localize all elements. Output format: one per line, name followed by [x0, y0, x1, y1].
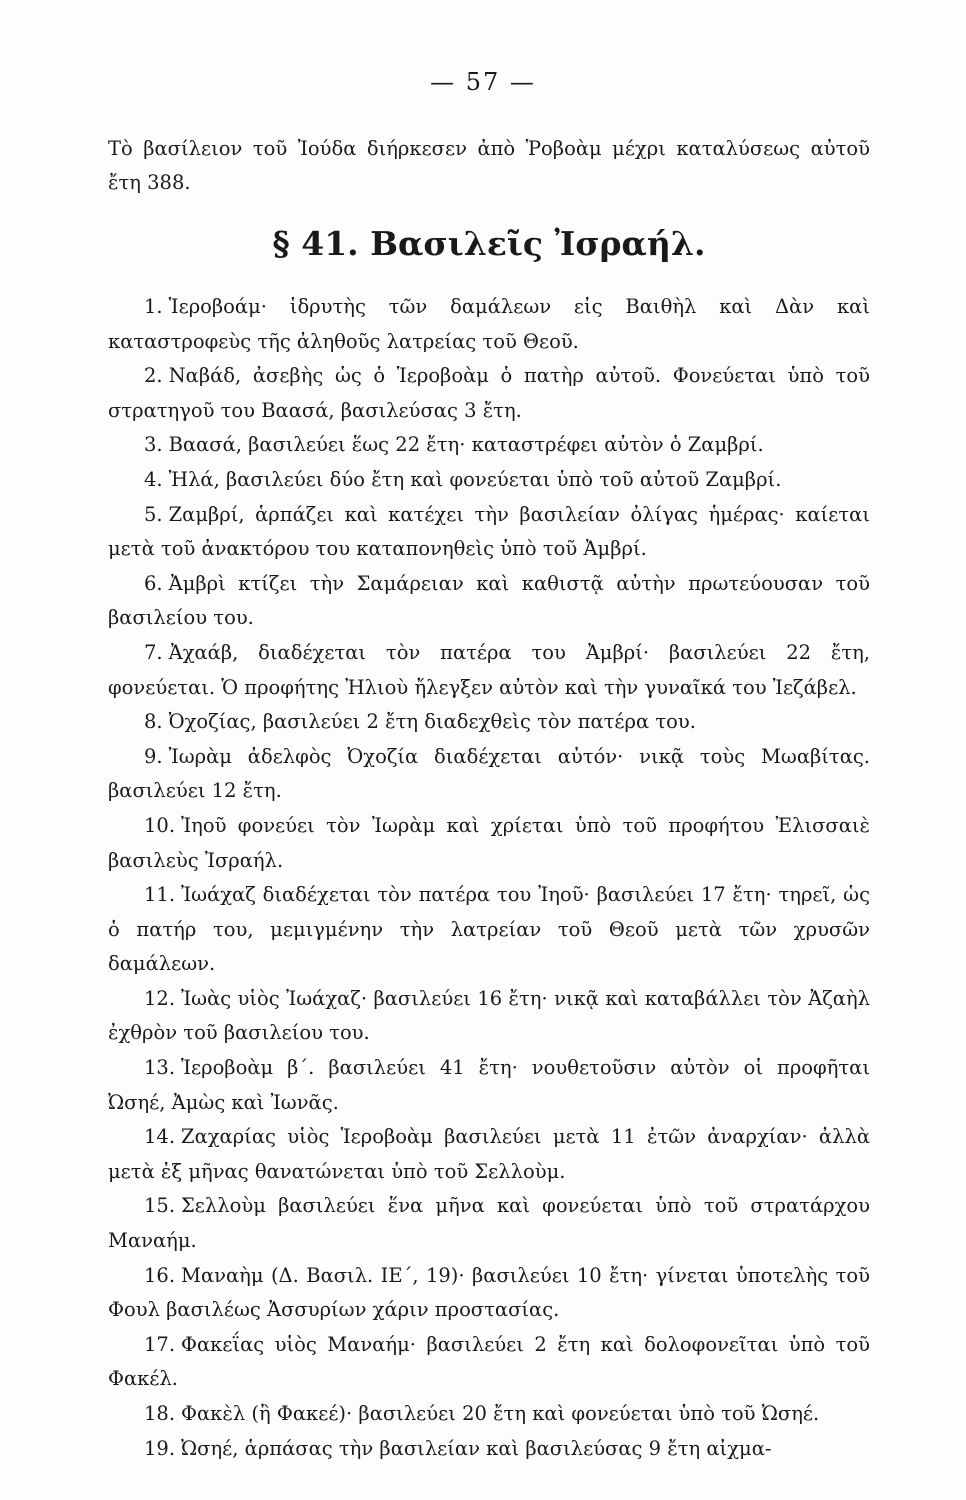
- entry-number: 3.: [144, 433, 163, 457]
- entry-text: Ἰωρὰμ ἀδελφὸς Ὀχοζία διαδέχεται αὐτόν· νικᾷ τοὺς Μωαβίτας. βασιλεύει 12 ἔτη.: [108, 744, 870, 803]
- list-item: [108, 1397, 870, 1432]
- list-item: [108, 809, 870, 878]
- entry-text: Ἱεροβοὰμ β΄. βασιλεύει 41 ἔτη· νουθετοῦσιν αὐτὸν οἱ προφῆται Ὠσηέ, Ἀμὼς καὶ Ἰωνᾶς.: [108, 1056, 870, 1114]
- section-heading: § 41. Βασιλεῖς Ἰσραήλ.: [272, 224, 706, 263]
- entry-text: Ζαχαρίας υἱὸς Ἱεροβοὰμ βασιλεύει μετὰ 11 ἐτῶν ἀναρχίαν· ἀλλὰ μετὰ ἐξ μῆνας θανατώνεται ὑπὸ τοῦ Σελλοὺμ.: [108, 1125, 870, 1183]
- entry-number: 9.: [144, 744, 163, 768]
- entry-number: 12.: [144, 986, 176, 1010]
- entry-text: Ἱεροβοάμ· ἱδρυτὴς τῶν δαμάλεων εἰς Βαιθὴλ καὶ Δὰν καὶ καταστροφεὺς τῆς ἀληθοῦς λατρείας τοῦ Θεοῦ.: [108, 295, 870, 353]
- list-item: [108, 705, 870, 740]
- list-item: [108, 1328, 870, 1397]
- page-number: — 57 —: [430, 68, 536, 96]
- entry-text: Σελλοὺμ βασιλεύει ἕνα μῆνα καὶ φονεύεται ὑπὸ τοῦ στρατάρχου Μαναήμ.: [108, 1194, 870, 1253]
- kings-list: [108, 290, 870, 1466]
- entry-text: Ἰωάχαζ διαδέχεται τὸν πατέρα του Ἰηοῦ· βασιλεύει 17 ἔτη· τηρεῖ, ὡς ὁ πατήρ του, μεμιγμένην τὴν λατρείαν τοῦ Θεοῦ μετὰ τῶν χρυσῶν δαμάλεων.: [108, 883, 870, 976]
- list-item: [108, 636, 870, 705]
- entry-text: Φακεΐας υἱὸς Μαναήμ· βασιλεύει 2 ἔτη καὶ δολοφονεῖται ὑπὸ τοῦ Φακέλ.: [108, 1332, 870, 1391]
- entry-text: Ἀμβρὶ κτίζει τὴν Σαμάρειαν καὶ καθιστᾷ αὐτὴν πρωτεύουσαν τοῦ βασιλείου του.: [108, 571, 870, 630]
- entry-text: Ὠσηέ, ἁρπάσας τὴν βασιλείαν καὶ βασιλεύσας 9 ἔτη αἰχμα-: [181, 1436, 772, 1460]
- entry-number: 11.: [144, 883, 176, 907]
- list-item: [108, 1189, 870, 1258]
- entry-number: 5.: [144, 502, 163, 526]
- list-item: [108, 463, 870, 498]
- list-item: [108, 290, 870, 359]
- entry-text: Βαασά, βασιλεύει ἕως 22 ἔτη· καταστρέφει αὐτὸν ὁ Ζαμβρί.: [168, 433, 764, 457]
- entry-text: Μαναὴμ (Δ. Βασιλ. ΙΕ΄, 19)· βασιλεύει 10 ἔτη· γίνεται ὑποτελὴς τοῦ Φουλ βασιλέως Ἀσσυρίων χάριν προστασίας.: [108, 1263, 870, 1322]
- entry-number: 6.: [144, 571, 163, 595]
- entry-number: 17.: [144, 1332, 176, 1356]
- entry-text: Ζαμβρί, ἁρπάζει καὶ κατέχει τὴν βασιλείαν ὀλίγας ἡμέρας· καίεται μετὰ τοῦ ἀνακτόρου του καταπονηθεὶς ὑπὸ τοῦ Ἀμβρί.: [108, 502, 870, 561]
- entry-number: 18.: [144, 1402, 176, 1425]
- entry-number: 4.: [144, 467, 163, 491]
- entry-number: 14.: [144, 1125, 176, 1149]
- list-item: [108, 740, 870, 809]
- entry-number: 19.: [144, 1436, 176, 1460]
- entry-number: 15.: [144, 1194, 176, 1218]
- entry-number: 13.: [144, 1056, 176, 1080]
- entry-text: Φακὲλ (ἢ Φακεέ)· βασιλεύει 20 ἔτη καὶ φονεύεται ὑπὸ τοῦ Ὠσηέ.: [181, 1402, 820, 1425]
- list-item: [108, 359, 870, 428]
- list-item: [108, 567, 870, 636]
- text-block: [108, 132, 870, 1466]
- list-item: [108, 1432, 870, 1467]
- entry-number: 2.: [144, 364, 163, 388]
- entry-text: Ἰωὰς υἱὸς Ἰωάχαζ· βασιλεύει 16 ἔτη· νικᾷ καὶ καταβάλλει τὸν Ἀζαὴλ ἐχθρὸν τοῦ βασιλείου του.: [108, 986, 870, 1045]
- entry-number: 8.: [144, 710, 163, 734]
- entry-text: Ὀχοζίας, βασιλεύει 2 ἔτη διαδεχθεὶς τὸν πατέρα του.: [168, 710, 696, 734]
- entry-text: Ἀχαάβ, διαδέχεται τὸν πατέρα του Ἀμβρί· βασιλεύει 22 ἔτη, φονεύεται. Ὁ προφήτης Ἠλιοὺ ἤλεγξεν αὐτὸν καὶ τὴν γυναῖκά του Ἰεζάβελ.: [108, 640, 870, 699]
- entry-number: 7.: [144, 640, 163, 664]
- entry-number: 16.: [144, 1263, 176, 1287]
- entry-text: Ἰηοῦ φονεύει τὸν Ἰωρὰμ καὶ χρίεται ὑπὸ τοῦ προφήτου Ἐλισσαιὲ βασιλεὺς Ἰσραήλ.: [108, 813, 870, 872]
- list-item: [108, 498, 870, 567]
- list-item: [108, 878, 870, 982]
- list-item: [108, 1051, 870, 1120]
- list-item: [108, 1259, 870, 1328]
- entry-text: Ἠλά, βασιλεύει δύο ἔτη καὶ φονεύεται ὑπὸ τοῦ αὐτοῦ Ζαμβρί.: [168, 467, 782, 491]
- list-item: [108, 428, 870, 463]
- entry-text: Ναβάδ, ἀσεβὴς ὡς ὁ Ἱεροβοὰμ ὁ πατὴρ αὐτοῦ. Φονεύεται ὑπὸ τοῦ στρατηγοῦ του Βαασά, βασιλεύσας 3 ἔτη.: [108, 364, 870, 422]
- entry-number: 10.: [144, 813, 176, 837]
- list-item: [108, 982, 870, 1051]
- entry-number: 1.: [144, 295, 163, 318]
- list-item: [108, 1120, 870, 1189]
- intro-paragraph: Τὸ βασίλειον τοῦ Ἰούδα διήρκεσεν ἀπὸ Ῥοβοὰμ μέχρι καταλύσεως αὐτοῦ ἔτη 388.: [108, 137, 870, 194]
